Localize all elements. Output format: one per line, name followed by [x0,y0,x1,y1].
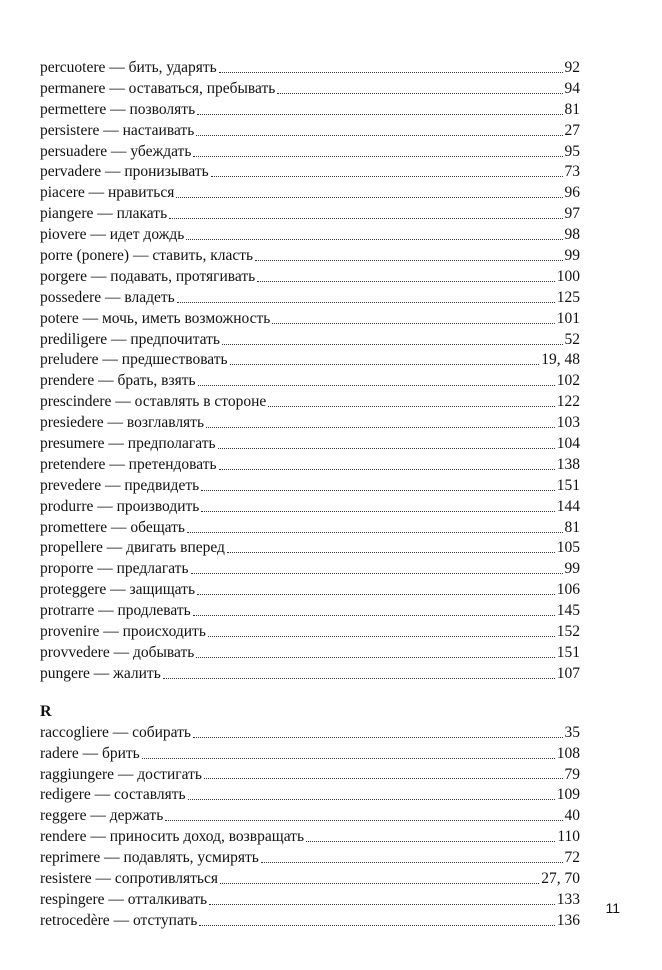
index-entry [40,643,580,664]
entry-term: respingere — отталкивать [40,890,208,908]
entry-term: prevedere — предвидеть [40,476,200,494]
dot-leader [277,93,562,94]
dot-leader [268,406,554,407]
dot-leader [193,737,563,738]
entry-page: 102 [556,372,580,390]
entry-page: 145 [556,602,580,620]
entry-term: pungere — жалить [40,664,161,682]
entry-page: 72 [564,849,580,867]
dot-leader [206,427,555,428]
dot-leader [188,799,555,800]
index-entry [40,848,580,869]
entry-page: 96 [564,184,580,202]
entry-page: 27 [564,121,580,139]
entry-term: prendere — брать, взять [40,372,196,390]
dot-leader [201,511,554,512]
entry-term: presiedere — возглавлять [40,414,205,432]
dot-leader [177,302,555,303]
dot-leader [199,925,554,926]
dot-leader [219,72,563,73]
dot-leader [222,344,562,345]
entry-term: pretendere — претендовать [40,455,217,473]
index-entry [40,309,580,330]
dot-leader [208,636,555,637]
index-entry [40,765,580,786]
dot-leader [272,323,554,324]
dot-leader [227,552,555,553]
entry-page: 136 [556,911,580,929]
entry-page: 73 [564,163,580,181]
entry-term: piangere — плакать [40,205,168,223]
index-entry [40,890,580,911]
entry-page: 27, 70 [541,869,580,887]
index-entry [40,497,580,518]
section-letter: R [40,702,52,720]
dot-leader [261,862,563,863]
index-entry [40,204,580,225]
entry-page: 79 [564,765,580,783]
index-entry [40,785,580,806]
entry-page: 125 [556,288,580,306]
index-entry [40,58,580,79]
entry-page: 138 [556,455,580,473]
index-entry [40,869,580,890]
dot-leader [257,281,555,282]
entry-term: persistere — настаивать [40,121,195,139]
entry-term: rendere — приносить доход, возвращать [40,828,305,846]
dot-leader [219,469,555,470]
entry-page: 152 [556,623,580,641]
entry-term: possedere — владеть [40,288,175,306]
dot-leader [201,490,555,491]
dot-leader [176,197,562,198]
index-entry [40,601,580,622]
entry-term: persuadere — убеждать [40,142,192,160]
dot-leader [218,448,555,449]
entry-term: provvedere — добывать [40,643,195,661]
index-entry [40,827,580,848]
entry-term: permanere — оставаться, пребывать [40,79,276,97]
dot-leader [209,904,555,905]
entry-page: 99 [564,560,580,578]
dot-leader [165,820,562,821]
entry-term: provenire — происходить [40,623,206,641]
dot-leader [211,176,563,177]
entry-page: 95 [564,142,580,160]
dot-leader [186,239,562,240]
entry-term: prescindere — оставлять в стороне [40,393,267,411]
entry-page: 144 [556,497,580,515]
entry-term: porre (ponere) — ставить, класть [40,247,254,265]
dot-leader [196,135,562,136]
dot-leader [196,657,554,658]
entry-page: 97 [564,205,580,223]
entry-page: 106 [556,581,580,599]
entry-page: 101 [556,309,580,327]
entry-page: 109 [556,786,580,804]
entry-term: raccogliere — собирать [40,723,191,741]
dot-leader [142,758,555,759]
index-entry [40,288,580,309]
index-entry [40,121,580,142]
dot-leader [230,364,540,365]
entry-page: 98 [564,226,580,244]
index-entry [40,911,580,932]
entry-term: redigere — составлять [40,786,186,804]
index-entry [40,413,580,434]
entry-term: reggere — держать [40,807,164,825]
dot-leader [204,778,563,779]
dot-leader [169,218,562,219]
entry-term: pervadere — пронизывать [40,163,209,181]
index-entry [40,559,580,580]
entry-page: 100 [556,267,580,285]
entry-term: reprimere — подавлять, усмирять [40,849,259,867]
entry-page: 81 [564,100,580,118]
index-entry [40,518,580,539]
dot-leader [193,156,562,157]
entry-term: propellere — двигать вперед [40,539,225,557]
dot-leader [197,594,555,595]
entry-term: proteggere — защищать [40,581,196,599]
dot-leader [220,883,539,884]
index-list [40,58,580,932]
dot-leader [187,532,563,533]
entry-term: permettere — позволять [40,100,196,118]
entry-page: 92 [564,59,580,76]
entry-term: piovere — идет дождь [40,226,185,244]
entry-page: 99 [564,247,580,265]
entry-page: 52 [564,330,580,348]
index-entry [40,744,580,765]
index-entry [40,476,580,497]
index-entry [40,806,580,827]
index-entry [40,723,580,744]
index-entry [40,664,580,685]
entry-term: proporre — предлагать [40,560,189,578]
index-entry [40,434,580,455]
entry-page: 35 [564,723,580,741]
index-entry [40,350,580,371]
entry-term: radere — брить [40,744,140,762]
dot-leader [255,260,562,261]
index-entry [40,330,580,351]
entry-page: 103 [556,414,580,432]
dot-leader [163,678,555,679]
index-entry [40,225,580,246]
dot-leader [191,573,563,574]
entry-page: 40 [564,807,580,825]
index-entry [40,455,580,476]
page-number: 11 [605,900,620,916]
index-entry [40,371,580,392]
index-entry [40,183,580,204]
index-entry [40,246,580,267]
entry-term: promettere — обещать [40,518,185,536]
index-entry [40,392,580,413]
entry-page: 151 [556,643,580,661]
entry-term: preludere — предшествовать [40,351,228,369]
entry-page: 122 [556,393,580,411]
entry-term: presumere — предполагать [40,435,216,453]
entry-page: 81 [564,518,580,536]
entry-term: raggiungere — достигать [40,765,202,783]
entry-term: porgere — подавать, протягивать [40,267,256,285]
index-entry [40,142,580,163]
entry-page: 107 [556,664,580,682]
entry-term: resistere — сопротивляться [40,869,219,887]
index-entry [40,580,580,601]
entry-term: retrocedère — отступать [40,911,198,929]
entry-term: protrarre — продлевать [40,602,191,620]
dot-leader [198,385,555,386]
entry-page: 108 [556,744,580,762]
dot-leader [197,114,562,115]
entry-term: piacere — нравиться [40,184,175,202]
index-entry [40,100,580,121]
entry-page: 104 [556,435,580,453]
index-entry [40,267,580,288]
entry-page: 19, 48 [541,351,580,369]
entry-page: 110 [557,828,580,846]
entry-page: 133 [556,890,580,908]
index-entry [40,79,580,100]
index-entry [40,162,580,183]
entry-term: percuotere — бить, ударять [40,59,217,76]
dot-leader [193,615,555,616]
entry-page: 151 [556,476,580,494]
entry-term: produrre — производить [40,497,200,515]
entry-term: potere — мочь, иметь возможность [40,309,271,327]
entry-page: 105 [556,539,580,557]
index-entry [40,622,580,643]
dot-leader [306,841,555,842]
entry-page: 94 [564,79,580,97]
index-entry [40,538,580,559]
entry-term: prediligere — предпочитать [40,330,221,348]
